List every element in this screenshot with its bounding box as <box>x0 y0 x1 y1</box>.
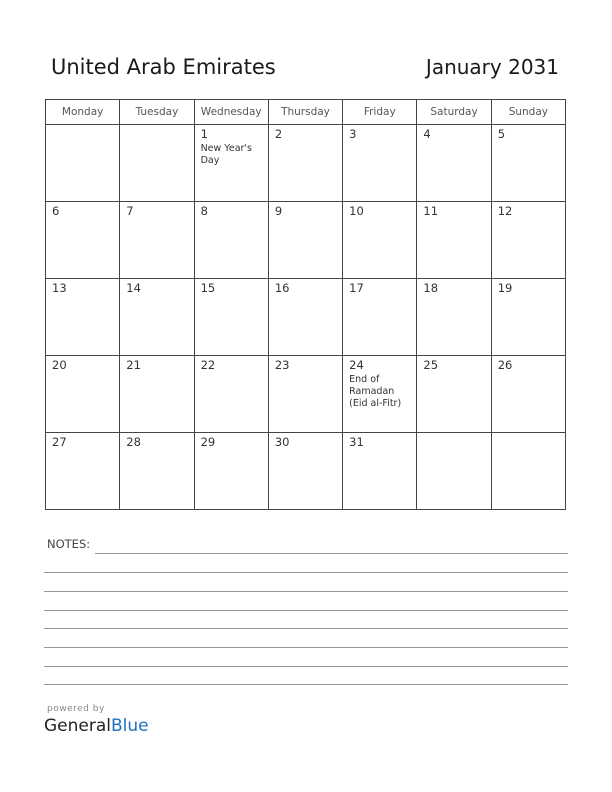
calendar-day-cell <box>194 279 268 356</box>
generalblue-logo[interactable] <box>44 716 149 736</box>
day-number: 26 <box>497 358 513 372</box>
calendar-day-cell <box>268 202 342 279</box>
day-number: 4 <box>423 127 431 141</box>
calendar-day-cell <box>343 279 417 356</box>
day-number: 1 <box>200 127 208 141</box>
day-number: 14 <box>126 281 141 295</box>
calendar-week-row <box>46 433 566 510</box>
calendar-day-cell <box>120 433 194 510</box>
weekday-header: Saturday <box>417 100 491 125</box>
calendar-day-cell <box>491 279 565 356</box>
day-number: 6 <box>52 204 60 218</box>
calendar-day-cell <box>343 125 417 202</box>
day-number: 15 <box>200 281 216 295</box>
calendar-day-cell <box>268 433 342 510</box>
calendar-week-row <box>46 356 566 433</box>
holiday-label: New Year's Day <box>200 143 252 166</box>
calendar-day-cell <box>417 356 491 433</box>
day-number: 21 <box>126 358 141 372</box>
day-number: 29 <box>200 435 216 449</box>
calendar-day-cell <box>46 433 120 510</box>
brand-general: General <box>44 716 111 736</box>
calendar-day-cell <box>491 202 565 279</box>
day-number: 13 <box>52 281 67 295</box>
notes-line <box>44 666 568 667</box>
calendar-day-cell <box>120 279 194 356</box>
calendar-day-cell <box>343 202 417 279</box>
calendar-day-cell <box>417 202 491 279</box>
day-number: 24 <box>349 358 364 372</box>
calendar-day-cell <box>417 125 491 202</box>
day-number: 8 <box>200 204 208 218</box>
calendar-day-cell <box>120 356 194 433</box>
calendar-day-cell <box>194 356 268 433</box>
calendar-day-cell <box>194 125 268 202</box>
day-number: 7 <box>126 204 134 218</box>
powered-by-text: powered by <box>47 704 105 714</box>
calendar-day-cell <box>194 433 268 510</box>
calendar-week-row <box>46 279 566 356</box>
calendar-grid <box>45 99 566 510</box>
day-number: 30 <box>274 435 290 449</box>
calendar-day-cell <box>343 433 417 510</box>
holiday-label: End of Ramadan (Eid al-Fitr) <box>349 374 402 409</box>
calendar-day-cell <box>194 202 268 279</box>
notes-label: NOTES: <box>47 537 91 551</box>
brand-blue: Blue <box>111 716 149 736</box>
weekday-header-row <box>46 100 566 125</box>
day-number: 3 <box>349 127 357 141</box>
day-number: 17 <box>349 281 364 295</box>
calendar-day-cell <box>268 125 342 202</box>
day-number: 31 <box>349 435 364 449</box>
notes-line <box>44 684 568 685</box>
calendar-day-cell <box>491 125 565 202</box>
day-number: 9 <box>274 204 283 218</box>
calendar-day-cell <box>417 433 491 510</box>
day-number: 27 <box>52 435 67 449</box>
day-number: 10 <box>349 204 364 218</box>
weekday-header: Friday <box>343 100 417 125</box>
calendar-day-cell <box>46 125 120 202</box>
day-number: 16 <box>274 281 290 295</box>
calendar-day-cell <box>268 356 342 433</box>
calendar-day-cell <box>268 279 342 356</box>
calendar-week-row <box>46 202 566 279</box>
weekday-header: Wednesday <box>194 100 268 125</box>
calendar-day-cell <box>120 125 194 202</box>
notes-line <box>44 591 568 592</box>
calendar-day-cell <box>46 356 120 433</box>
day-number: 12 <box>497 204 513 218</box>
day-number: 19 <box>497 281 513 295</box>
day-number: 28 <box>126 435 141 449</box>
day-number: 22 <box>200 358 216 372</box>
notes-line <box>95 553 568 554</box>
calendar-day-cell <box>491 433 565 510</box>
day-number: 20 <box>52 358 67 372</box>
calendar-week-row <box>46 125 566 202</box>
weekday-header: Monday <box>46 100 120 125</box>
notes-line <box>44 572 568 573</box>
calendar-day-cell <box>343 356 417 433</box>
notes-line <box>44 610 568 611</box>
day-number: 2 <box>274 127 283 141</box>
calendar-day-cell <box>491 356 565 433</box>
notes-line <box>44 628 568 629</box>
weekday-header: Thursday <box>268 100 342 125</box>
calendar-day-cell <box>46 279 120 356</box>
day-number: 11 <box>423 204 439 218</box>
notes-line <box>44 647 568 648</box>
day-number: 23 <box>274 358 290 372</box>
calendar-day-cell <box>46 202 120 279</box>
calendar-day-cell <box>120 202 194 279</box>
day-number: 18 <box>423 281 439 295</box>
day-number: 5 <box>497 127 506 141</box>
day-number: 25 <box>423 358 439 372</box>
weekday-header: Tuesday <box>120 100 194 125</box>
month-year-title: January 2031 <box>425 55 559 79</box>
calendar-day-cell <box>417 279 491 356</box>
country-title: United Arab Emirates <box>51 55 276 79</box>
weekday-header: Sunday <box>491 100 565 125</box>
